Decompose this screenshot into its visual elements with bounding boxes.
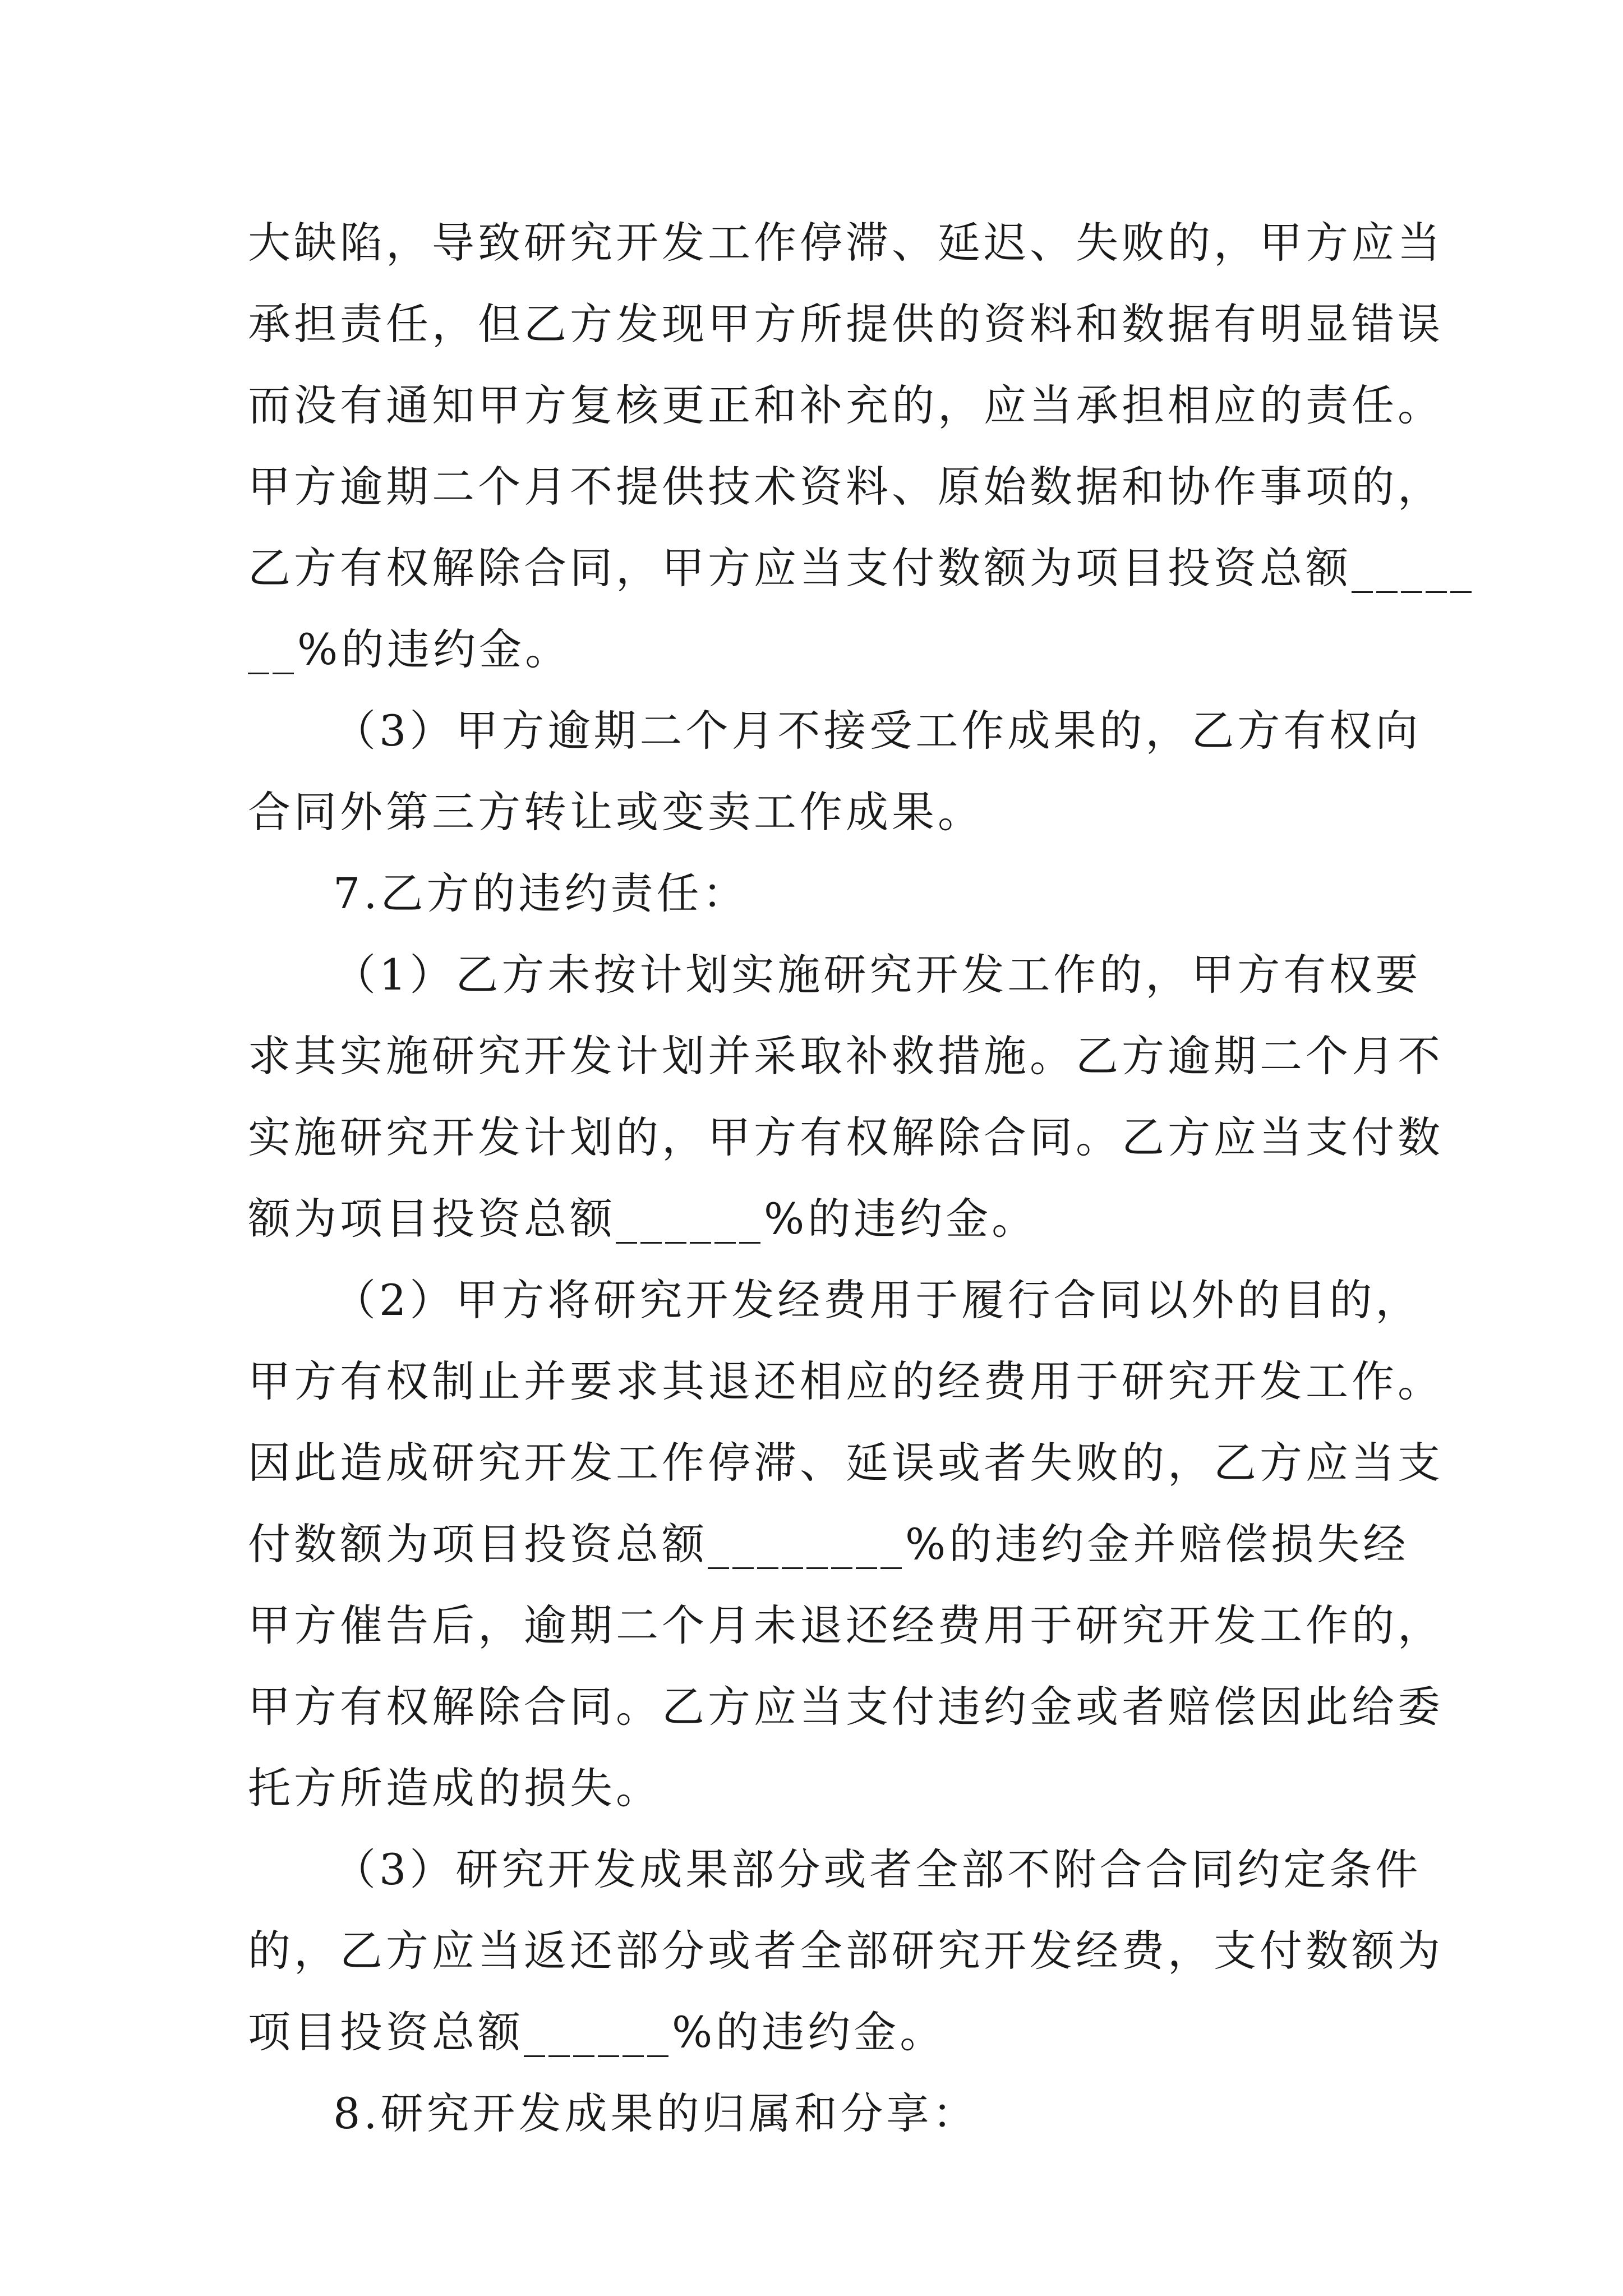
text-line: 额为项目投资总额______%的违约金。: [248, 1194, 1038, 1244]
text-line: 甲方有权制止并要求其退还相应的经费用于研究开发工作。: [248, 1356, 1444, 1406]
text-line: 甲方催告后，逾期二个月未退还经费用于研究开发工作的，: [248, 1600, 1444, 1650]
text-line: 乙方有权解除合同，甲方应当支付数额为项目投资总额_____: [248, 543, 1475, 593]
text-line: 甲方逾期二个月不提供技术资料、原始数据和协作事项的，: [248, 462, 1444, 512]
text-line: 付数额为项目投资总额________%的违约金并赔偿损失经: [248, 1519, 1409, 1569]
paragraph-start-line: （3）甲方逾期二个月不接受工作成果的，乙方有权向: [333, 706, 1422, 756]
text-line: 托方所造成的损失。: [248, 1763, 662, 1813]
text-line: 的，乙方应当返还部分或者全部研究开发经费，支付数额为: [248, 1926, 1444, 1976]
paragraph-start-line: （1）乙方未按计划实施研究开发工作的，甲方有权要: [333, 950, 1422, 1000]
text-line: 而没有通知甲方复核更正和补充的，应当承担相应的责任。: [248, 380, 1444, 430]
text-line: 项目投资总额______%的违约金。: [248, 2007, 946, 2057]
text-line: 求其实施研究开发计划并采取补救措施。乙方逾期二个月不: [248, 1031, 1444, 1081]
paragraph-start-line: （3）研究开发成果部分或者全部不附合合同约定条件: [333, 1844, 1422, 1894]
text-line: 大缺陷，导致研究开发工作停滞、延迟、失败的，甲方应当: [248, 218, 1444, 268]
text-line: 实施研究开发计划的，甲方有权解除合同。乙方应当支付数: [248, 1112, 1444, 1162]
section-heading: 8.研究开发成果的归属和分享：: [333, 2088, 979, 2138]
section-heading: 7.乙方的违约责任：: [333, 868, 749, 918]
text-line: 因此造成研究开发工作停滞、延误或者失败的，乙方应当支: [248, 1438, 1444, 1488]
text-line: 甲方有权解除合同。乙方应当支付违约金或者赔偿因此给委: [248, 1682, 1444, 1732]
document-body: [248, 202, 1475, 2154]
paragraph-start-line: （2）甲方将研究开发经费用于履行合同以外的目的，: [333, 1275, 1422, 1325]
text-line: 合同外第三方转让或变卖工作成果。: [248, 787, 984, 837]
text-line: __%的违约金。: [248, 624, 571, 674]
text-line: 承担责任，但乙方发现甲方所提供的资料和数据有明显错误: [248, 299, 1444, 349]
